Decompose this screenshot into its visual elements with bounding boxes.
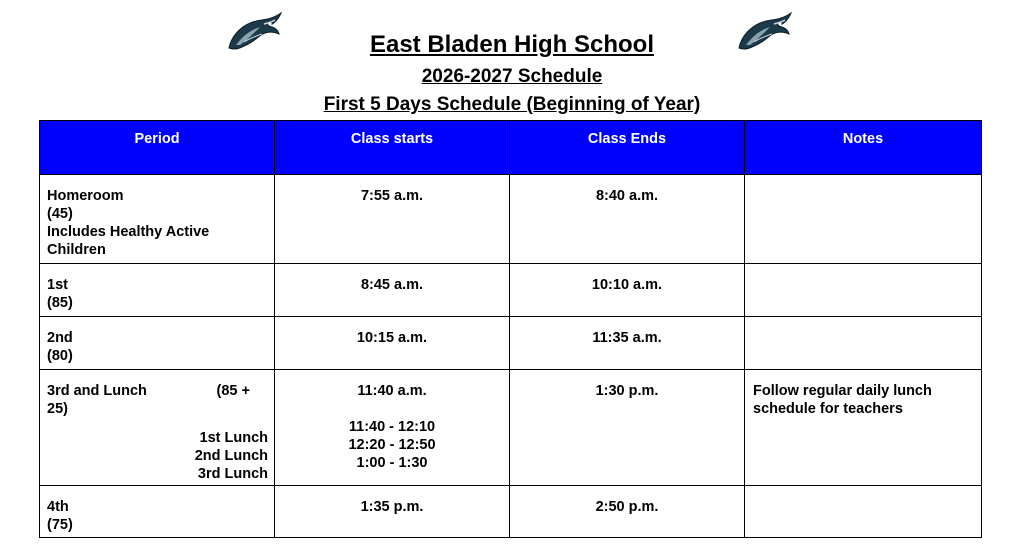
lunch-time: 12:20 - 12:50: [348, 437, 436, 453]
period-name: 4th: [47, 499, 69, 515]
lunch-time: 1:00 - 1:30: [356, 455, 428, 471]
table-header-row: [40, 121, 982, 175]
period-cell: [40, 264, 275, 317]
table-row: [40, 317, 982, 370]
lunch-time: 11:40 - 12:10: [348, 419, 436, 435]
period-note: Includes Healthy Active: [47, 224, 210, 240]
year-schedule-title: 2026-2027 Schedule: [421, 66, 603, 87]
lunch-label: 3rd Lunch: [197, 466, 268, 482]
period-name: 3rd and Lunch: [47, 383, 147, 399]
class-start-time: 7:55 a.m.: [275, 175, 510, 264]
period-minutes: 25): [47, 401, 68, 417]
column-header-notes: Notes: [745, 121, 982, 175]
schedule-subtitle: First 5 Days Schedule (Beginning of Year): [323, 94, 701, 115]
class-end-time: 10:10 a.m.: [510, 264, 745, 317]
notes-cell: [745, 317, 982, 370]
table-row: [40, 370, 982, 486]
column-header-period: Period: [40, 121, 275, 175]
notes-cell: [745, 175, 982, 264]
period-minutes: (75): [47, 517, 73, 533]
lunch-label: 2nd Lunch: [194, 448, 268, 464]
class-end-time: 1:30 p.m.: [510, 370, 745, 486]
period-minutes: (80): [47, 348, 73, 364]
lunch-times: [275, 418, 509, 472]
period-minutes: (85): [47, 295, 73, 311]
class-start-cell: [275, 370, 510, 486]
table-row: [40, 486, 982, 538]
column-header-class-starts: Class starts: [275, 121, 510, 175]
period-name: 2nd: [47, 330, 73, 346]
period-name: 1st: [47, 277, 68, 293]
lunch-list: [47, 429, 268, 483]
lunch-label: 1st Lunch: [199, 430, 268, 446]
notes-cell: [745, 370, 982, 486]
schedule-table: [39, 120, 982, 538]
notes-cell: [745, 486, 982, 538]
period-cell: [40, 486, 275, 538]
class-end-time: 2:50 p.m.: [510, 486, 745, 538]
period-minutes: (45): [47, 206, 73, 222]
table-row: [40, 264, 982, 317]
notes-text: Follow regular daily lunch: [753, 383, 932, 399]
period-note: Children: [47, 242, 106, 258]
period-cell: [40, 317, 275, 370]
class-start-time: 1:35 p.m.: [275, 486, 510, 538]
class-end-time: 8:40 a.m.: [510, 175, 745, 264]
class-start-time: 8:45 a.m.: [275, 264, 510, 317]
class-start-time: 11:40 a.m.: [357, 383, 427, 399]
period-heading: [47, 382, 268, 400]
class-end-time: 11:35 a.m.: [510, 317, 745, 370]
school-name: East Bladen High School: [369, 31, 655, 58]
period-minutes: (85 +: [216, 383, 250, 399]
period-name: Homeroom: [47, 188, 124, 204]
column-header-class-ends: Class Ends: [510, 121, 745, 175]
table-row: [40, 175, 982, 264]
period-cell: [40, 175, 275, 264]
notes-cell: [745, 264, 982, 317]
period-cell: [40, 370, 275, 486]
class-start-time: 10:15 a.m.: [275, 317, 510, 370]
notes-text: schedule for teachers: [753, 401, 903, 417]
